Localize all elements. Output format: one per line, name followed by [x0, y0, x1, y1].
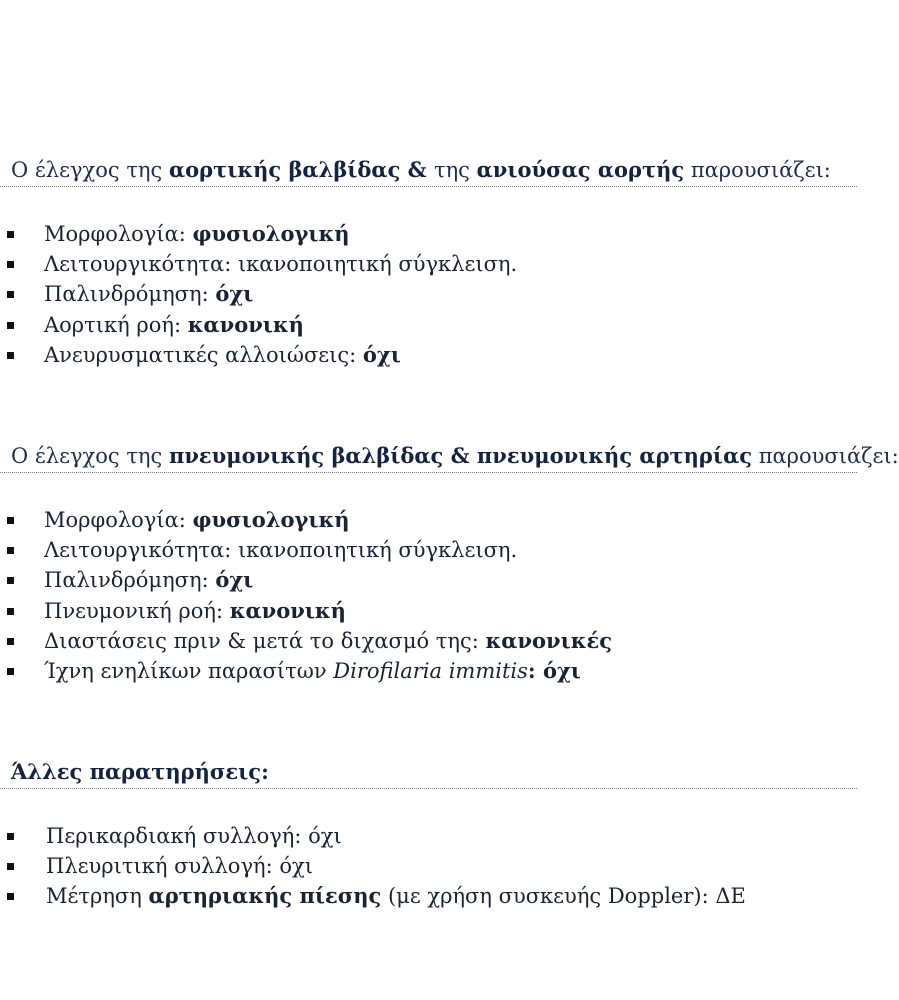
square-bullet-icon	[7, 291, 14, 298]
list-item: Μορφολογία: φυσιολογική	[0, 219, 857, 249]
list-item: Μέτρηση αρτηριακής πίεσης (με χρήση συσκευής Doppler): ΔΕ	[0, 881, 857, 911]
list-item: Περικαρδιακή συλλογή: όχι	[0, 821, 857, 851]
list-item: Διαστάσεις πριν & μετά το διχασμό της: κανονικές	[0, 626, 857, 656]
list-item: Παλινδρόμηση: όχι	[0, 279, 857, 309]
square-bullet-icon	[7, 893, 14, 900]
square-bullet-icon	[7, 668, 14, 675]
list-item: Πνευμονική ροή: κανονική	[0, 596, 857, 626]
list-item: Λειτουργικότητα: ικανοποιητική σύγκλειση.	[0, 535, 857, 565]
section-heading-other: Άλλες παρατηρήσεις:	[11, 759, 269, 784]
section-divider	[0, 788, 857, 789]
section-divider	[0, 186, 857, 187]
list-item: Ίχνη ενηλίκων παρασίτων Dirofilaria immitis: όχι	[0, 656, 857, 686]
section-heading-aortic: Ο έλεγχος της αορτικής βαλβίδας & της ανιούσας αορτής παρουσιάζει:	[11, 157, 831, 182]
list-item: Αορτική ροή: κανονική	[0, 310, 857, 340]
list-item: Λειτουργικότητα: ικανοποιητική σύγκλειση.	[0, 249, 857, 279]
list-item: Μορφολογία: φυσιολογική	[0, 505, 857, 535]
list-item: Ανευρυσματικές αλλοιώσεις: όχι	[0, 340, 857, 370]
pulmonary-findings-list	[0, 505, 857, 686]
square-bullet-icon	[7, 863, 14, 870]
section-heading-pulmonary: Ο έλεγχος της πνευμονικής βαλβίδας & πνευμονικής αρτηρίας παρουσιάζει:	[11, 443, 899, 468]
square-bullet-icon	[7, 547, 14, 554]
square-bullet-icon	[7, 577, 14, 584]
square-bullet-icon	[7, 322, 14, 329]
aortic-findings-list	[0, 219, 857, 370]
square-bullet-icon	[7, 261, 14, 268]
square-bullet-icon	[7, 231, 14, 238]
square-bullet-icon	[7, 833, 14, 840]
list-item: Πλευριτική συλλογή: όχι	[0, 851, 857, 881]
square-bullet-icon	[7, 608, 14, 615]
list-item: Παλινδρόμηση: όχι	[0, 565, 857, 595]
other-findings-list	[0, 821, 857, 912]
square-bullet-icon	[7, 352, 14, 359]
square-bullet-icon	[7, 517, 14, 524]
section-divider	[0, 472, 857, 473]
square-bullet-icon	[7, 638, 14, 645]
